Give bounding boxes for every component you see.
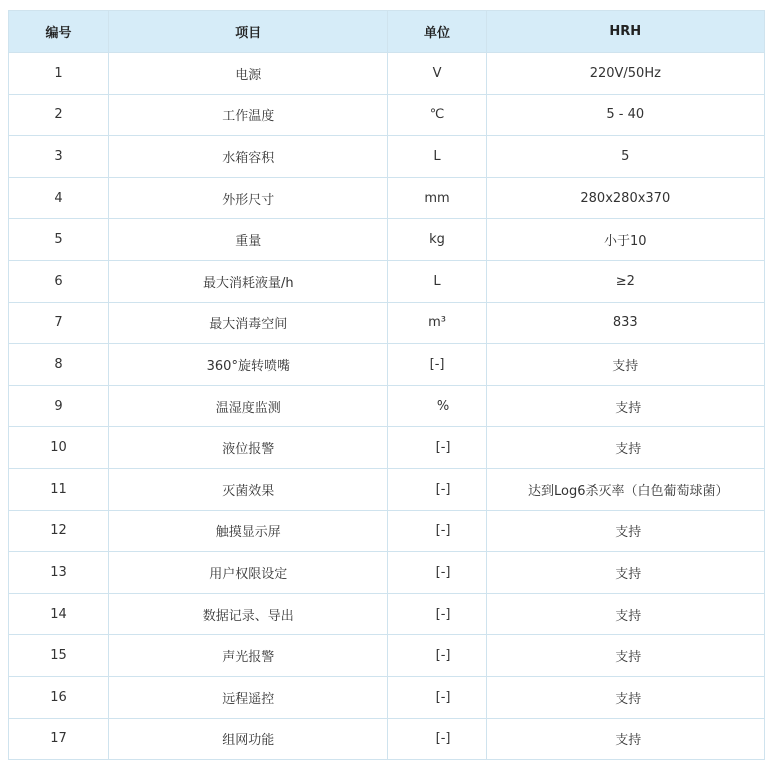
cell-item-text: 水箱容积: [222, 150, 275, 166]
cell-item: [109, 260, 388, 302]
cell-unit: [388, 593, 486, 635]
cell-unit: [388, 427, 486, 469]
cell-item-text: 最大消毒空间: [209, 317, 288, 333]
cell-no: [9, 468, 109, 510]
header-row: [9, 11, 765, 53]
cell-no: [9, 552, 109, 594]
cell-no: [9, 177, 109, 219]
cell-value: [486, 136, 764, 178]
cell-value-text: 支持: [615, 400, 642, 416]
cell-value: [486, 635, 764, 677]
cell-value: [486, 385, 764, 427]
cell-item: [109, 385, 388, 427]
cell-unit: [388, 302, 486, 344]
cell-item-text: 液位报警: [222, 442, 275, 458]
cell-no: [9, 219, 109, 261]
cell-unit-text: [-]: [435, 648, 451, 664]
cell-unit: [388, 177, 486, 219]
cell-item: [109, 177, 388, 219]
table-row: [9, 635, 765, 677]
cell-no: [9, 676, 109, 718]
cell-no-text: 10: [50, 440, 67, 456]
cell-unit-text: kg: [429, 232, 445, 248]
cell-value: [486, 344, 764, 386]
cell-no-text: 4: [54, 190, 63, 206]
cell-unit: [388, 94, 486, 136]
cell-unit-text: [-]: [435, 564, 451, 580]
table-body: [9, 53, 765, 760]
cell-value: [486, 53, 764, 95]
cell-value: [486, 510, 764, 552]
cell-unit-text: [-]: [435, 731, 451, 747]
cell-value: [486, 219, 764, 261]
cell-item: [109, 302, 388, 344]
cell-no-text: 15: [50, 648, 67, 664]
cell-item: [109, 593, 388, 635]
cell-no-text: 8: [54, 356, 63, 372]
cell-value: [486, 552, 764, 594]
cell-item: [109, 718, 388, 760]
cell-unit: [388, 510, 486, 552]
table-row: [9, 302, 765, 344]
cell-value: [486, 260, 764, 302]
cell-unit: [388, 219, 486, 261]
cell-value-text: ≥2: [615, 273, 635, 289]
cell-value-text: 833: [612, 315, 638, 331]
cell-unit-text: L: [433, 273, 441, 289]
cell-value-text: 达到Log6杀灭率（白色葡萄球菌）: [528, 483, 729, 499]
table-row: [9, 510, 765, 552]
cell-no-text: 2: [54, 107, 63, 123]
cell-value: [486, 468, 764, 510]
cell-no: [9, 427, 109, 469]
cell-unit-text: [-]: [435, 523, 451, 539]
cell-no-text: 14: [50, 606, 67, 622]
cell-no-text: 6: [54, 273, 63, 289]
cell-unit: [388, 344, 486, 386]
cell-no: [9, 136, 109, 178]
cell-item-text: 远程遥控: [222, 691, 275, 707]
cell-value-text: 220V/50Hz: [589, 65, 661, 81]
cell-value: [486, 593, 764, 635]
table-row: [9, 344, 765, 386]
cell-value: [486, 718, 764, 760]
cell-unit-text: L: [433, 148, 441, 164]
cell-unit-text: [-]: [435, 440, 451, 456]
cell-item-text: 数据记录、导出: [202, 608, 294, 624]
cell-unit: [388, 53, 486, 95]
table-row: [9, 53, 765, 95]
table-row: [9, 552, 765, 594]
cell-no: [9, 510, 109, 552]
cell-no: [9, 302, 109, 344]
cell-value-text: 支持: [615, 442, 642, 458]
cell-unit: [388, 136, 486, 178]
cell-item: [109, 344, 388, 386]
cell-item-text: 触摸显示屏: [215, 525, 281, 541]
cell-item: [109, 427, 388, 469]
cell-value: [486, 427, 764, 469]
table-row: [9, 676, 765, 718]
cell-no: [9, 94, 109, 136]
header-unit: 单位: [388, 11, 486, 53]
cell-unit-text: %: [436, 398, 450, 414]
cell-no-text: 16: [50, 689, 67, 705]
cell-no-text: 13: [50, 564, 67, 580]
cell-unit: [388, 635, 486, 677]
cell-item: [109, 468, 388, 510]
cell-unit: [388, 718, 486, 760]
cell-no: [9, 260, 109, 302]
cell-no-text: 11: [50, 481, 67, 497]
cell-no-text: 17: [50, 731, 67, 747]
cell-item: [109, 635, 388, 677]
cell-item: [109, 676, 388, 718]
table-row: [9, 94, 765, 136]
table-row: [9, 385, 765, 427]
cell-no: [9, 593, 109, 635]
cell-value: [486, 302, 764, 344]
cell-value-text: 支持: [615, 566, 642, 582]
cell-item-text: 声光报警: [222, 650, 275, 666]
cell-value: [486, 94, 764, 136]
cell-unit-text: [-]: [435, 606, 451, 622]
cell-item-text: 温湿度监测: [215, 400, 281, 416]
cell-no-text: 7: [54, 315, 63, 331]
cell-no-text: 9: [54, 398, 63, 414]
cell-item-text: 灭菌效果: [222, 483, 275, 499]
cell-unit: [388, 552, 486, 594]
cell-item-text: 电源: [235, 67, 262, 83]
cell-no: [9, 344, 109, 386]
cell-value-text: 5: [621, 148, 630, 164]
table-row: [9, 718, 765, 760]
header-no: 编号: [9, 11, 109, 53]
cell-item: [109, 552, 388, 594]
table-row: [9, 593, 765, 635]
cell-item: [109, 53, 388, 95]
cell-value-text: 280x280x370: [580, 190, 671, 206]
cell-value-text: 支持: [615, 525, 642, 541]
cell-item: [109, 136, 388, 178]
cell-item-text: 360°旋转喷嘴: [206, 358, 290, 374]
header-value: HRH: [486, 11, 764, 53]
cell-no-text: 1: [54, 65, 63, 81]
table-row: [9, 219, 765, 261]
cell-unit-text: ℃: [429, 107, 445, 123]
cell-value-text: 支持: [615, 733, 642, 749]
cell-unit: [388, 260, 486, 302]
cell-no: [9, 385, 109, 427]
cell-item-text: 用户权限设定: [209, 566, 288, 582]
cell-value-text: 支持: [612, 358, 639, 374]
cell-value-text: 5 - 40: [606, 107, 645, 123]
cell-unit-text: [-]: [435, 481, 451, 497]
cell-value: [486, 177, 764, 219]
cell-unit-text: [-]: [429, 356, 445, 372]
cell-value-text: 支持: [615, 650, 642, 666]
cell-unit-text: m³: [428, 315, 446, 331]
cell-unit: [388, 385, 486, 427]
table-row: [9, 136, 765, 178]
cell-value-text: 支持: [615, 691, 642, 707]
spec-table: [8, 10, 765, 760]
cell-item-text: 工作温度: [222, 109, 275, 125]
header-item: 项目: [109, 11, 388, 53]
table-row: [9, 468, 765, 510]
cell-value-text: 支持: [615, 608, 642, 624]
cell-item-text: 外形尺寸: [222, 192, 275, 208]
cell-unit-text: [-]: [435, 689, 451, 705]
cell-no-text: 12: [50, 523, 67, 539]
cell-unit-text: mm: [424, 190, 450, 206]
cell-item: [109, 94, 388, 136]
cell-value: [486, 676, 764, 718]
cell-unit-text: V: [432, 65, 442, 81]
cell-item: [109, 510, 388, 552]
cell-unit: [388, 468, 486, 510]
cell-item-text: 组网功能: [222, 733, 275, 749]
cell-no: [9, 635, 109, 677]
cell-item-text: 重量: [235, 234, 262, 250]
table-header: [9, 11, 765, 53]
cell-no-text: 3: [54, 148, 63, 164]
table-row: [9, 260, 765, 302]
cell-no-text: 5: [54, 232, 63, 248]
cell-no: [9, 53, 109, 95]
cell-unit: [388, 676, 486, 718]
cell-no: [9, 718, 109, 760]
table-row: [9, 427, 765, 469]
table-row: [9, 177, 765, 219]
cell-item-text: 最大消耗液量/h: [202, 275, 294, 291]
cell-item: [109, 219, 388, 261]
cell-value-text: 小于10: [604, 234, 647, 250]
